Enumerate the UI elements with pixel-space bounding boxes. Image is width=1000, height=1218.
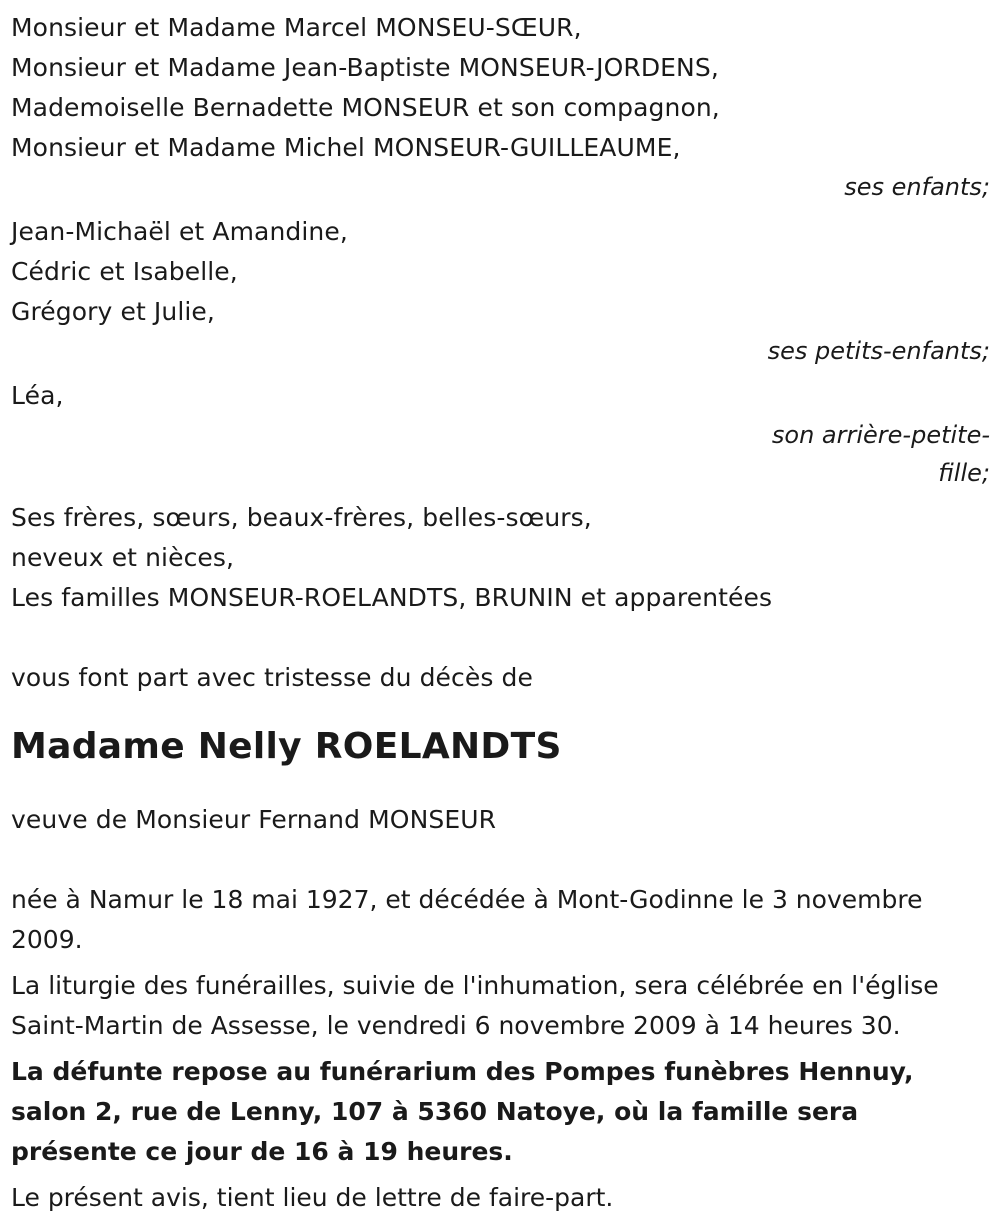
grandchild-line: Grégory et Julie, <box>11 297 215 326</box>
child-line: Monsieur et Madame Marcel MONSEU-SŒUR, <box>11 13 582 42</box>
visitation-text: La défunte repose au funérarium des Pompes funèbres Hennuy, salon 2, rue de Lenny, 107 à 5360 Natoye, où la famille sera présente ce jour de 16 à 19 heures. <box>11 1057 914 1166</box>
family-block <box>11 498 990 618</box>
relation-grandchildren: ses petits-enfants; <box>767 337 990 365</box>
child-line: Mademoiselle Bernadette MONSEUR et son compagnon, <box>11 93 720 122</box>
relation-children: ses enfants; <box>844 173 990 201</box>
grandchildren-block <box>11 212 990 370</box>
family-line: neveux et nièces, <box>11 543 235 572</box>
great-grandchild-line: Léa, <box>11 381 64 410</box>
relation-great-grandchildren: son arrière-petite-fille; <box>771 421 990 487</box>
announcement-text: vous font part avec tristesse du décès de <box>11 663 533 692</box>
birth-death-text: née à Namur le 18 mai 1927, et décédée à Mont-Godinne le 3 novembre 2009. <box>11 885 923 954</box>
family-line: Ses frères, sœurs, beaux-frères, belles-sœurs, <box>11 503 592 532</box>
family-line: Les familles MONSEUR-ROELANDTS, BRUNIN et apparentées <box>11 583 773 612</box>
closing-text: Le présent avis, tient lieu de lettre de faire-part. <box>11 1183 614 1212</box>
child-line: Monsieur et Madame Jean-Baptiste MONSEUR-JORDENS, <box>11 53 719 82</box>
deceased-name: Madame Nelly ROELANDTS <box>11 726 562 767</box>
liturgy-text: La liturgie des funérailles, suivie de l'inhumation, sera célébrée en l'église Saint-Martin de Assesse, le vendredi 6 novembre 2009 à 14 heures 30. <box>11 971 939 1040</box>
great-grandchildren-block <box>11 376 990 492</box>
child-line: Monsieur et Madame Michel MONSEUR-GUILLEAUME, <box>11 133 681 162</box>
widow-of-text: veuve de Monsieur Fernand MONSEUR <box>11 805 497 834</box>
children-block <box>11 8 990 206</box>
grandchild-line: Cédric et Isabelle, <box>11 257 238 286</box>
grandchild-line: Jean-Michaël et Amandine, <box>11 217 348 246</box>
